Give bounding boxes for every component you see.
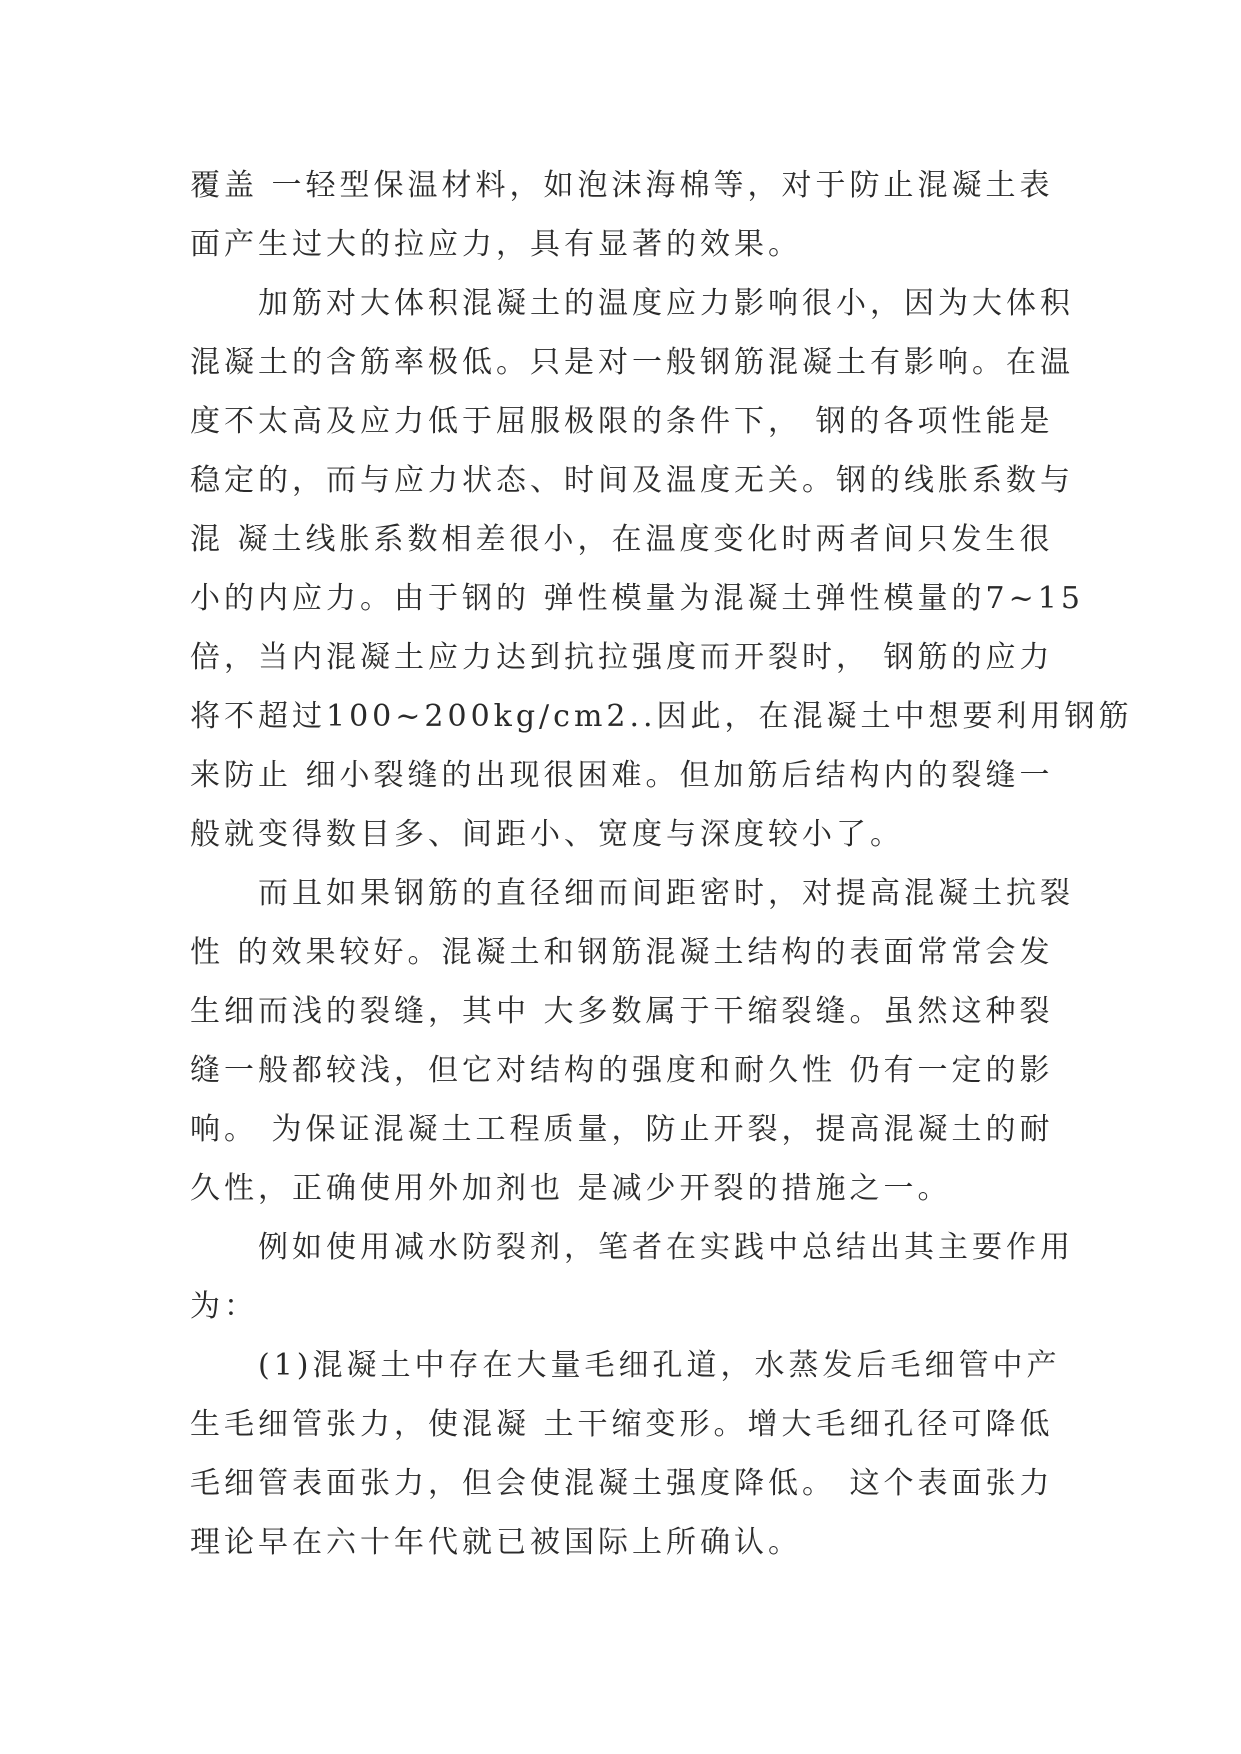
text-line: 理论早在六十年代就已被国际上所确认。 bbox=[190, 1525, 802, 1560]
text-line: 生毛细管张力，使混凝 土干缩变形。增大毛细孔径可降低 bbox=[190, 1407, 1054, 1442]
paragraph-2 bbox=[190, 274, 1133, 864]
text-line: 混 凝土线胀系数相差很小，在温度变化时两者间只发生很 bbox=[190, 522, 1054, 557]
text-line: 小的内应力。由于钢的 弹性模量为混凝土弹性模量的7~15 bbox=[190, 581, 1084, 616]
text-line: 倍，当内混凝土应力达到抗拉强度而开裂时， 钢筋的应力 bbox=[190, 640, 1054, 675]
text-line: 度不太高及应力低于屈服极限的条件下， 钢的各项性能是 bbox=[190, 404, 1054, 439]
body-text bbox=[190, 156, 1133, 1572]
paragraph-1 bbox=[190, 156, 1054, 274]
text-line: 响。 为保证混凝土工程质量，防止开裂，提高混凝土的耐 bbox=[190, 1112, 1054, 1147]
text-line: 混凝土的含筋率极低。只是对一般钢筋混凝土有影响。在温 bbox=[190, 345, 1074, 380]
text-line: (1)混凝土中存在大量毛细孔道，水蒸发后毛细管中产 bbox=[258, 1348, 1061, 1383]
text-line: 性 的效果较好。混凝土和钢筋混凝土结构的表面常常会发 bbox=[190, 935, 1054, 970]
text-line: 久性，正确使用外加剂也 是减少开裂的措施之一。 bbox=[190, 1171, 952, 1206]
text-line: 稳定的，而与应力状态、时间及温度无关。钢的线胀系数与 bbox=[190, 463, 1074, 498]
text-line: 为： bbox=[190, 1289, 258, 1324]
text-line: 毛细管表面张力，但会使混凝土强度降低。 这个表面张力 bbox=[190, 1466, 1054, 1501]
paragraph-3 bbox=[190, 864, 1074, 1218]
paragraph-5 bbox=[190, 1336, 1061, 1572]
text-line: 例如使用减水防裂剂，笔者在实践中总结出其主要作用 bbox=[258, 1230, 1074, 1265]
paragraph-4 bbox=[190, 1218, 1074, 1336]
text-line: 般就变得数目多、间距小、宽度与深度较小了。 bbox=[190, 817, 904, 852]
text-line: 缝一般都较浅，但它对结构的强度和耐久性 仍有一定的影 bbox=[190, 1053, 1054, 1088]
text-line: 来防止 细小裂缝的出现很困难。但加筋后结构内的裂缝一 bbox=[190, 758, 1054, 793]
text-line: 将不超过100~200kg/cm2..因此，在混凝土中想要利用钢筋 bbox=[190, 699, 1133, 734]
text-line: 生细而浅的裂缝，其中 大多数属于干缩裂缝。虽然这种裂 bbox=[190, 994, 1054, 1029]
text-line: 覆盖 一轻型保温材料，如泡沫海棉等，对于防止混凝土表 bbox=[190, 168, 1054, 203]
text-line: 面产生过大的拉应力，具有显著的效果。 bbox=[190, 227, 802, 262]
text-line: 加筋对大体积混凝土的温度应力影响很小，因为大体积 bbox=[258, 286, 1074, 321]
text-line: 而且如果钢筋的直径细而间距密时，对提高混凝土抗裂 bbox=[258, 876, 1074, 911]
